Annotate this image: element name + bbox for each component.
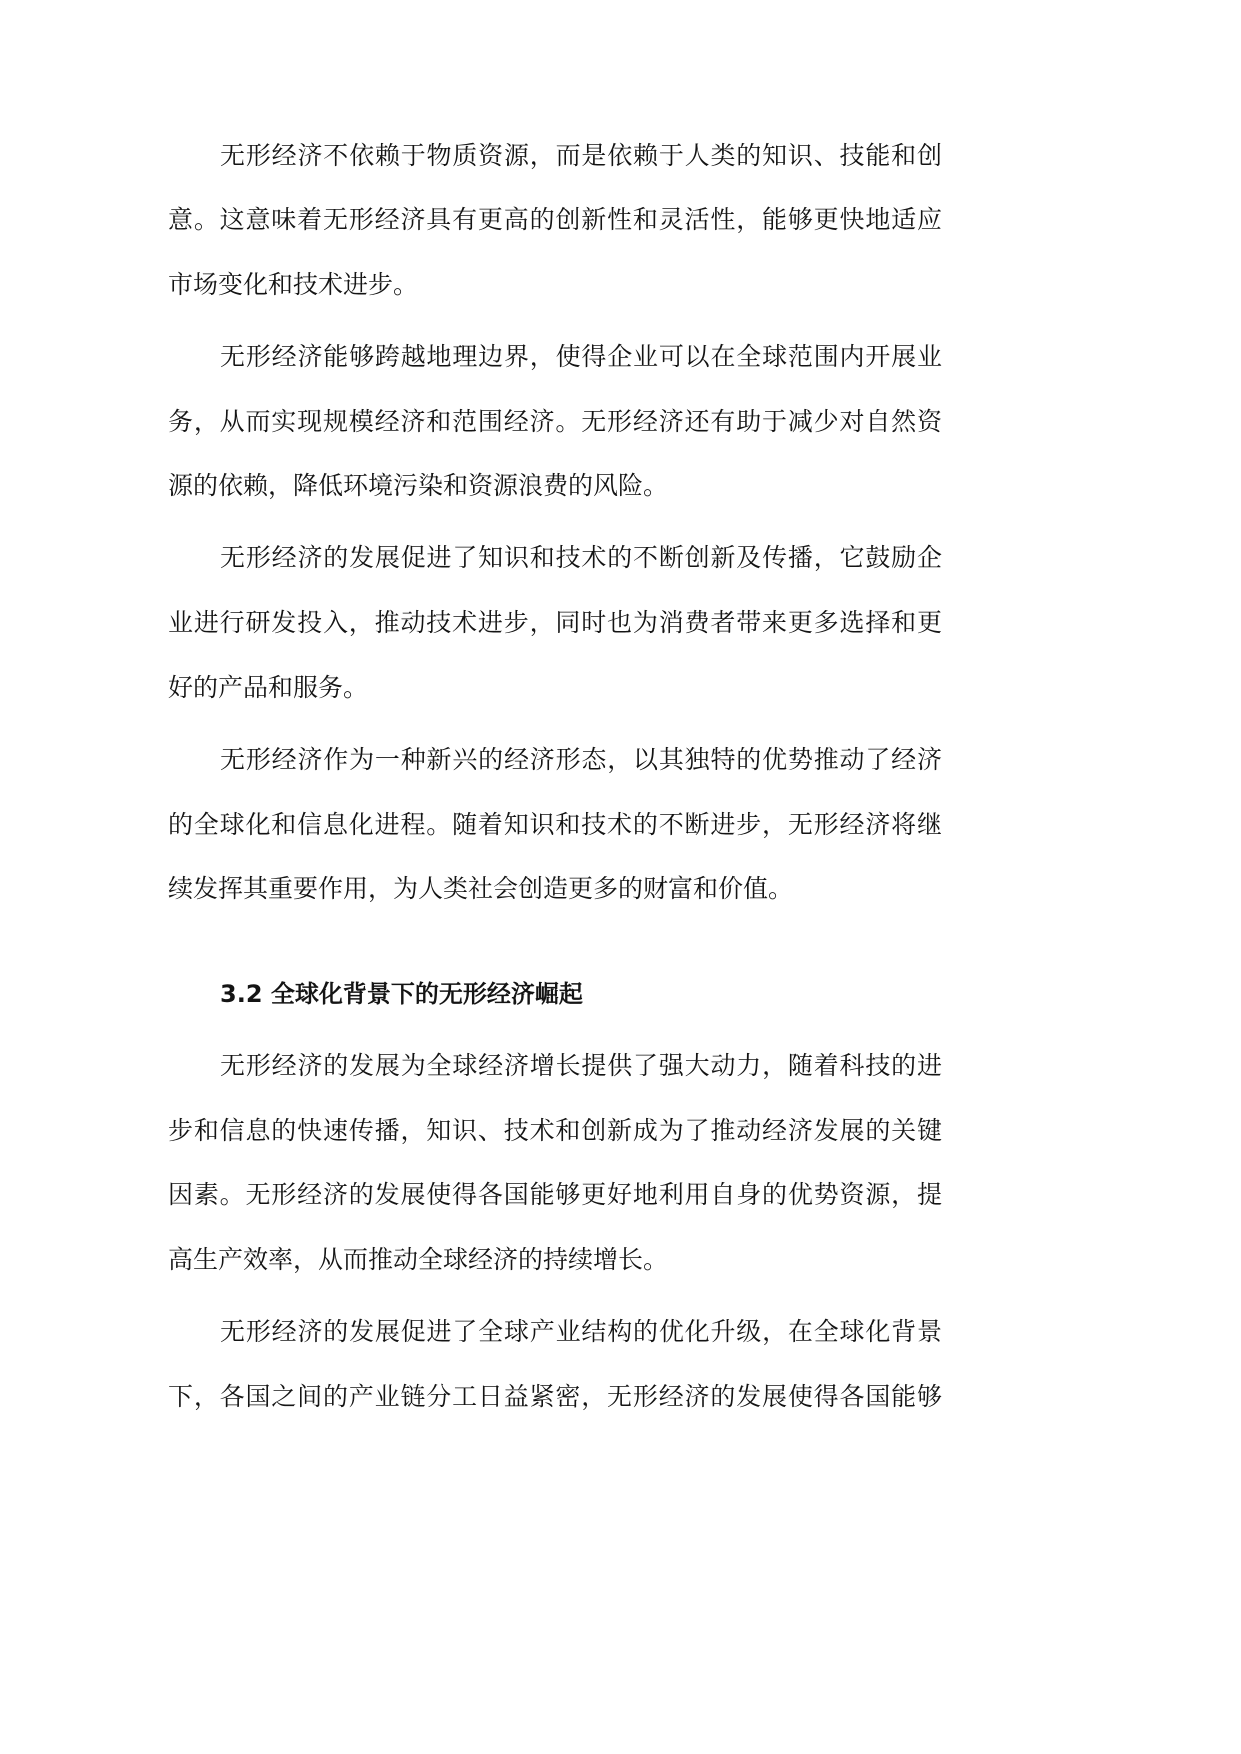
paragraph-3-line-3: 好的产品和服务。 bbox=[168, 673, 369, 702]
section-paragraph-2-line-2: 下，各国之间的产业链分工日益紧密，无形经济的发展使得各国能够 bbox=[168, 1382, 942, 1411]
section-paragraph-1-line-4: 高生产效率，从而推动全球经济的持续增长。 bbox=[168, 1245, 669, 1274]
paragraph-4-line-1: 无形经济作为一种新兴的经济形态，以其独特的优势推动了经济 bbox=[220, 745, 942, 774]
paragraph-4-line-3: 续发挥其重要作用，为人类社会创造更多的财富和价值。 bbox=[168, 874, 794, 903]
paragraph-1-line-2: 意。这意味着无形经济具有更高的创新性和灵活性，能够更快地适应 bbox=[168, 205, 942, 234]
paragraph-1-line-1: 无形经济不依赖于物质资源，而是依赖于人类的知识、技能和创 bbox=[220, 141, 942, 170]
paragraph-1-line-3: 市场变化和技术进步。 bbox=[168, 270, 419, 299]
section-heading: 3.2 全球化背景下的无形经济崛起 bbox=[220, 980, 583, 1008]
paragraph-2-line-2: 务，从而实现规模经济和范围经济。无形经济还有助于减少对自然资 bbox=[168, 407, 942, 436]
paragraph-2-line-1: 无形经济能够跨越地理边界，使得企业可以在全球范围内开展业 bbox=[220, 342, 942, 371]
paragraph-3-line-2: 业进行研发投入，推动技术进步，同时也为消费者带来更多选择和更 bbox=[168, 608, 942, 637]
paragraph-3-line-1: 无形经济的发展促进了知识和技术的不断创新及传播，它鼓励企 bbox=[220, 543, 942, 572]
section-paragraph-1-line-1: 无形经济的发展为全球经济增长提供了强大动力，随着科技的进 bbox=[220, 1051, 942, 1080]
section-paragraph-1-line-3: 因素。无形经济的发展使得各国能够更好地利用自身的优势资源，提 bbox=[168, 1180, 942, 1209]
section-paragraph-2-line-1: 无形经济的发展促进了全球产业结构的优化升级，在全球化背景 bbox=[220, 1317, 942, 1346]
paragraph-2-line-3: 源的依赖，降低环境污染和资源浪费的风险。 bbox=[168, 471, 669, 500]
section-paragraph-1-line-2: 步和信息的快速传播，知识、技术和创新成为了推动经济发展的关键 bbox=[168, 1116, 942, 1145]
paragraph-4-line-2: 的全球化和信息化进程。随着知识和技术的不断进步，无形经济将继 bbox=[168, 810, 942, 839]
